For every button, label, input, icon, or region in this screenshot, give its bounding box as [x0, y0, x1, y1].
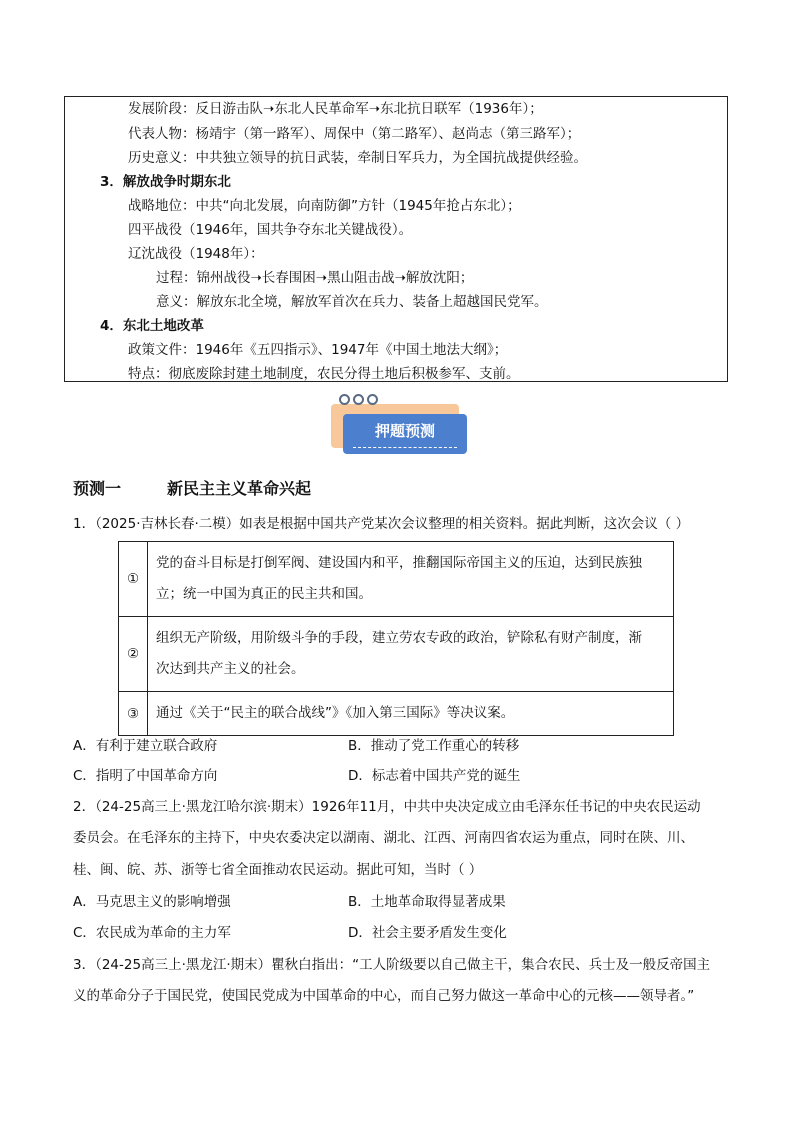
box-line: 政策文件：1946年《五四指示》、1947年《中国土地法大纲》；: [128, 342, 508, 358]
option-a[interactable]: A．马克思主义的影响增强: [73, 894, 231, 910]
row-text: [148, 692, 674, 736]
box-line: 过程：锦州战役➝长春围困➝黑山阻击战➝解放沈阳；: [156, 270, 474, 286]
box-line: 四平战役（1946年，国共争夺东北关键战役）。: [128, 222, 413, 238]
row-number: ③: [119, 692, 148, 736]
box-line: 代表人物：杨靖宇（第一路军）、周保中（第二路军）、赵尚志（第三路军）；: [128, 126, 581, 142]
question-3-line: 义的革命分子于国民党，使国民党成为中国革命的中心，而自己努力做这一革命中心的元核——领导者。”: [73, 988, 695, 1004]
table-row: [119, 692, 674, 736]
option-c[interactable]: C．指明了中国革命方向: [73, 768, 218, 784]
box-line: 意义：解放东北全境，解放军首次在兵力、装备上超越国民党军。: [156, 294, 548, 310]
row-text-line: 次达到共产主义的社会。: [156, 661, 305, 677]
question-1-stem: 1．（2025·吉林长春·二模）如表是根据中国共产党某次会议整理的相关资料。据此判断，这次会议（ ）: [73, 516, 690, 532]
binder-ring-icon: [353, 394, 364, 405]
section-banner: [327, 394, 469, 460]
box-line: 发展阶段：反日游击队➝东北人民革命军➝东北抗日联军（1936年）；: [128, 101, 543, 117]
row-text: [148, 542, 674, 617]
box-line: 辽沈战役（1948年）：: [128, 246, 264, 262]
option-d[interactable]: D．社会主要矛盾发生变化: [348, 925, 507, 941]
table-row: [119, 617, 674, 692]
row-text-line: 通过《关于“民主的联合战线”》《加入第三国际》等决议案。: [156, 705, 515, 721]
row-text: [148, 617, 674, 692]
row-text-line: 立；统一中国为真正的民主共和国。: [156, 586, 372, 602]
box-line: 历史意义：中共独立领导的抗日武装，牵制日军兵力，为全国抗战提供经验。: [128, 150, 587, 166]
banner-label: 押题预测: [374, 422, 435, 440]
section-label: 预测一: [73, 479, 122, 498]
question-2-line: 桂、闽、皖、苏、浙等七省全面推动农民运动。据此可知，当时（ ）: [73, 862, 483, 878]
option-c[interactable]: C．农民成为革命的主力军: [73, 925, 231, 941]
box-heading: 4．东北土地改革: [100, 318, 204, 334]
option-b[interactable]: B．推动了党工作重心的转移: [348, 738, 520, 754]
box-heading: 3．解放战争时期东北: [100, 174, 231, 190]
question-1-table: [118, 541, 674, 736]
row-number: ②: [119, 617, 148, 692]
row-number: ①: [119, 542, 148, 617]
option-b[interactable]: B．土地革命取得显著成果: [348, 894, 506, 910]
option-a[interactable]: A．有利于建立联合政府: [73, 738, 218, 754]
table-row: [119, 542, 674, 617]
summary-box: [64, 96, 728, 382]
binder-ring-icon: [367, 394, 378, 405]
banner-dash-line: [353, 447, 457, 448]
option-d[interactable]: D．标志着中国共产党的诞生: [348, 768, 521, 784]
banner-label-plate: [343, 414, 467, 454]
box-line: 战略地位：中共“向北发展，向南防御”方针（1945年抢占东北）；: [128, 198, 521, 214]
question-2-line: 委员会。在毛泽东的主持下，中央农委决定以湖南、湖北、江西、河南四省农运为重点，同时在陕、川、: [73, 830, 694, 846]
section-title: 新民主主义革命兴起: [167, 479, 312, 498]
binder-ring-icon: [339, 394, 350, 405]
question-2-line: 2．（24-25高三上·黑龙江哈尔滨·期末）1926年11月，中共中央决定成立由毛泽东任书记的中央农民运动: [73, 799, 701, 815]
row-text-line: 党的奋斗目标是打倒军阀、建设国内和平，推翻国际帝国主义的压迫，达到民族独: [156, 555, 642, 571]
question-3-line: 3．（24-25高三上·黑龙江·期末）瞿秋白指出：“工人阶级要以自己做主干，集合农民、兵士及一般反帝国主: [73, 957, 711, 973]
row-text-line: 组织无产阶级，用阶级斗争的手段，建立劳农专政的政治，铲除私有财产制度，渐: [156, 630, 642, 646]
box-line: 特点：彻底废除封建土地制度，农民分得土地后积极参军、支前。: [128, 366, 520, 382]
